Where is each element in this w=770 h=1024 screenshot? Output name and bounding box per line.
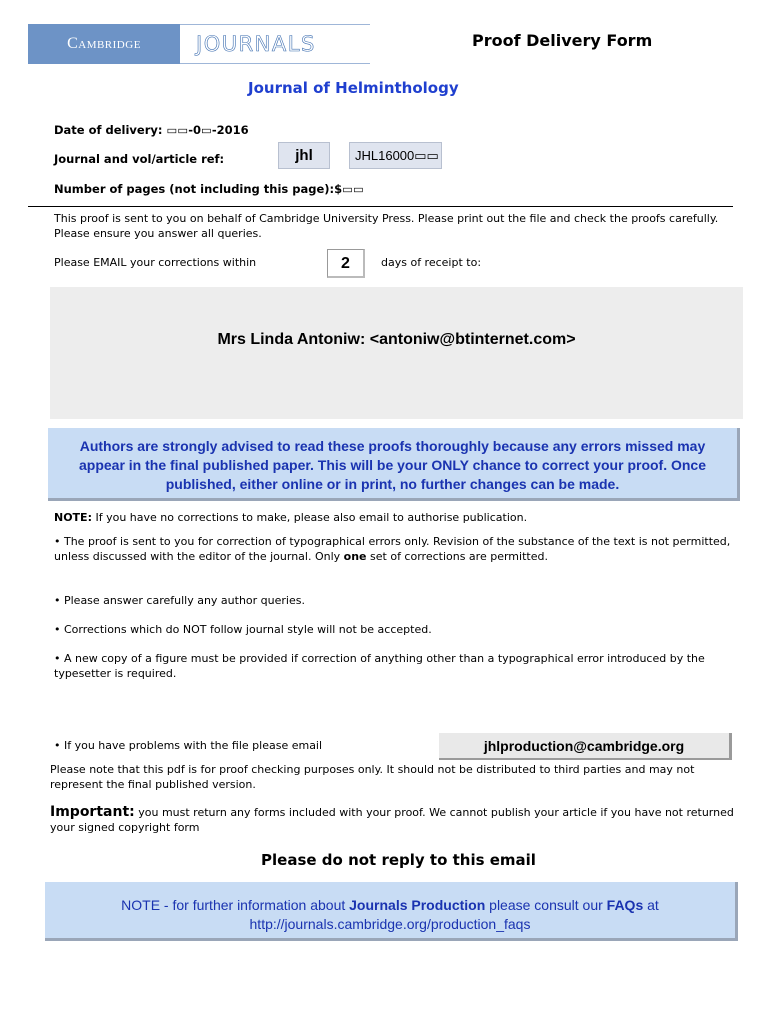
bullet-problems: • If you have problems with the file please email [54,739,323,752]
date-value: ▭▭-0▭-2016 [166,123,249,137]
number-of-pages [54,182,364,196]
bullet1-b: set of corrections are permitted. [366,550,548,563]
pages-value: $▭▭ [334,182,364,196]
note-head: NOTE: [54,511,92,524]
intro-text: This proof is sent to you on behalf of Cambridge University Press. Please print out the file and check the proofs carefully. Please ensure you answer all queries. [54,212,719,240]
important-note [50,805,750,835]
contact-name-email: Mrs Linda Antoniw: <antoniw@btinternet.com> [217,331,576,348]
pdf-note: Please note that this pdf is for proof checking purposes only. It should not be distributed to third parties and may not represent the final published version. [50,763,695,791]
faq-url-link[interactable]: http://journals.cambridge.org/production_faqs [249,916,531,932]
bullet-queries: • Please answer carefully any author queries. [54,594,305,607]
form-title: Proof Delivery Form [472,31,653,50]
cambridge-logo [28,24,180,64]
pages-label: Number of pages (not including this page): [54,182,335,196]
journal-name: Journal of Helminthology [248,79,459,97]
note-line [54,510,744,525]
advisory-text: Authors are strongly advised to read these proofs thoroughly because any errors missed may appear in the final published paper. This will be your ONLY chance to correct your proof. Once published, either online or in print, no further changes can be made. [78,438,707,492]
date-label: Date of delivery: [54,123,163,137]
journals-logo [180,24,370,64]
bullet-style: • Corrections which do NOT follow journal style will not be accepted. [54,623,432,636]
days-suffix: days of receipt to: [381,256,482,269]
article-ref-field[interactable]: JHL16000▭▭ [349,142,442,169]
journal-code-field[interactable]: jhl [278,142,330,169]
faq-note-line [45,896,735,915]
bullet1-bold: one [343,550,367,563]
email-within-label: Please EMAIL your corrections within [54,256,257,269]
ref-label: Journal and vol/article ref: [54,152,225,166]
faq-note-c: at [643,897,659,913]
bullet1-a: • The proof is sent to you for correction of typographical errors only. Revision of the substance of the text is not permitted, unless discussed with the editor of the journal. Only [54,535,731,563]
faq-note-bold2: FAQs [606,897,644,913]
bullet-typographical [54,534,734,564]
faq-note-a: NOTE - for further information about [121,897,350,913]
bullet-figure: • A new copy of a figure must be provided if correction of anything other than a typographical error introduced by the typesetter is required. [54,652,705,680]
production-email-link[interactable]: jhlproduction@cambridge.org [439,733,732,760]
advisory-panel [48,428,740,501]
cambridge-logo-text: Cambridge [67,35,141,52]
days-field[interactable]: 2 [327,249,365,278]
faq-note-bold1: Journals Production [349,897,486,913]
faq-note-b: please consult our [485,897,607,913]
date-of-delivery [54,123,249,137]
note-text: If you have no corrections to make, please also email to authorise publication. [91,511,528,524]
divider [28,206,733,207]
important-head: Important: [50,804,135,820]
no-reply-notice: Please do not reply to this email [261,851,536,869]
contact-panel [50,287,743,419]
important-text: you must return any forms included with your proof. We cannot publish your article if you have not returned your signed copyright form [50,806,734,834]
faq-note-panel [45,882,738,941]
journals-logo-text: JOURNALS [196,32,316,56]
